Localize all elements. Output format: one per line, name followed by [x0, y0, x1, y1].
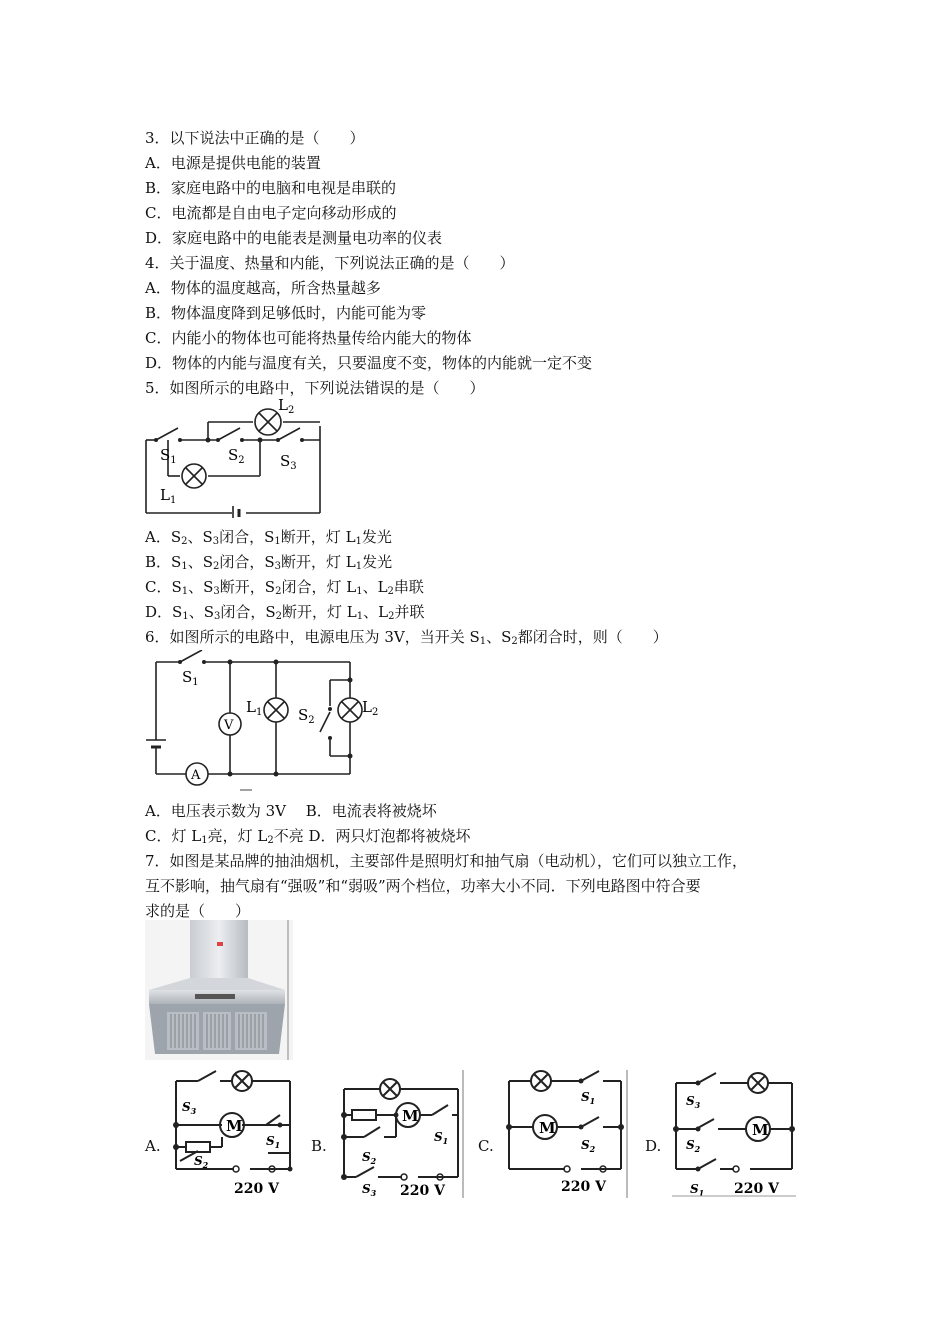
- svg-text:L1: $L_1$: [160, 486, 177, 506]
- q5-option-d: D．$S_1$、$S_3$闭合，$S_2$断开，灯 $L_1$、$L_2$并联: [145, 603, 425, 622]
- q7-stem-line1: 7．如图是某品牌的抽油烟机，主要部件是照明灯和抽气扇（电动机），它们可以独立工作，: [145, 852, 748, 870]
- svg-text:L2: $L_2$: [362, 698, 379, 718]
- q7-option-a-label: A.: [145, 1137, 161, 1155]
- q7-option-b-label: B.: [311, 1137, 327, 1155]
- q7-circuit-c: [503, 1065, 631, 1200]
- svg-text:220 V: 220 V: [734, 1181, 779, 1197]
- svg-text:S3: $S_3$: [280, 452, 297, 472]
- svg-text:S3: $S_3$: [182, 1100, 197, 1116]
- q4-stem: 4．关于温度、热量和内能，下列说法正确的是（ ）: [145, 254, 515, 272]
- q4-option-a: A．物体的温度越高，所含热量越多: [145, 279, 381, 297]
- q5-stem: 5．如图所示的电路中，下列说法错误的是（ ）: [145, 379, 485, 397]
- q7-option-c-label: C.: [478, 1137, 494, 1155]
- q6-options-ab: A．电压表示数为 3V B．电流表将被烧坏: [145, 802, 437, 820]
- svg-text:V: V: [224, 718, 234, 733]
- svg-text:M: M: [752, 1121, 769, 1139]
- svg-text:L1: $L_1$: [246, 698, 263, 718]
- q7-option-d-label: D.: [645, 1137, 662, 1155]
- q4-option-b: B．物体温度降到足够低时，内能可能为零: [145, 304, 427, 322]
- svg-text:220 V: 220 V: [234, 1181, 279, 1197]
- svg-text:S1: $S_1$: [266, 1134, 281, 1150]
- q3-option-a: A．电源是提供电能的装置: [145, 154, 321, 172]
- svg-text:S1: $S_1$: [690, 1182, 705, 1198]
- svg-text:S2: $S_2$: [228, 446, 245, 466]
- q7-circuit-d: [668, 1065, 800, 1200]
- q4-option-c: C．内能小的物体也可能将热量传给内能大的物体: [145, 329, 472, 347]
- svg-text:M: M: [226, 1117, 243, 1135]
- range-hood-image: [145, 920, 293, 1060]
- q5-option-b: B．$S_1$、$S_2$闭合，$S_3$断开，灯 $L_1$发光: [145, 553, 393, 572]
- svg-text:S2: $S_2$: [686, 1138, 701, 1154]
- svg-text:M: M: [539, 1119, 556, 1137]
- svg-text:S2: $S_2$: [362, 1150, 377, 1166]
- q3-option-d: D．家庭电路中的电能表是测量电功率的仪表: [145, 229, 443, 247]
- q5-option-c: C．$S_1$、$S_3$断开，$S_2$闭合，灯 $L_1$、$L_2$串联: [145, 578, 424, 597]
- svg-text:S1: $S_1$: [434, 1130, 449, 1146]
- q6-options-cd: C．灯 $L_1$亮，灯 $L_2$不亮 D．两只灯泡都将被烧坏: [145, 827, 471, 846]
- q3-stem: 3．以下说法中正确的是（ ）: [145, 129, 365, 147]
- svg-text:220 V: 220 V: [400, 1183, 445, 1199]
- q7-circuit-b: [336, 1065, 466, 1200]
- svg-text:S2: $S_2$: [194, 1154, 209, 1170]
- q5-circuit-diagram: [140, 398, 340, 518]
- q3-option-b: B．家庭电路中的电脑和电视是串联的: [145, 179, 397, 197]
- svg-text:A: A: [191, 768, 201, 783]
- q4-option-d: D．物体的内能与温度有关，只要温度不变，物体的内能就一定不变: [145, 354, 593, 372]
- q5-option-a: A．$S_2$、$S_3$闭合，$S_1$断开，灯 $L_1$发光: [145, 528, 392, 547]
- q6-stem: 6．如图所示的电路中，电源电压为 3V，当开关 $S_1$、$S_2$都闭合时，则（ ）: [145, 628, 668, 647]
- svg-text:S3: $S_3$: [362, 1182, 377, 1198]
- q7-stem-line2: 互不影响，抽气扇有“强吸”和“弱吸”两个档位，功率大小不同．下列电路图中符合要: [145, 877, 701, 895]
- svg-text:S1: $S_1$: [182, 668, 199, 688]
- svg-text:S3: $S_3$: [686, 1094, 701, 1110]
- svg-text:L2: $L_2$: [278, 398, 295, 416]
- q7-circuit-a: [168, 1065, 300, 1200]
- svg-text:220 V: 220 V: [561, 1179, 606, 1195]
- svg-text:M: M: [402, 1107, 419, 1125]
- q3-option-c: C．电流都是自由电子定向移动形成的: [145, 204, 397, 222]
- svg-text:S2: $S_2$: [581, 1138, 596, 1154]
- svg-text:S2: $S_2$: [298, 706, 315, 726]
- svg-text:S1: $S_1$: [160, 446, 177, 466]
- q7-stem-line3: 求的是（ ）: [145, 902, 251, 920]
- q6-circuit-diagram: [140, 650, 400, 800]
- svg-text:S1: $S_1$: [581, 1090, 596, 1106]
